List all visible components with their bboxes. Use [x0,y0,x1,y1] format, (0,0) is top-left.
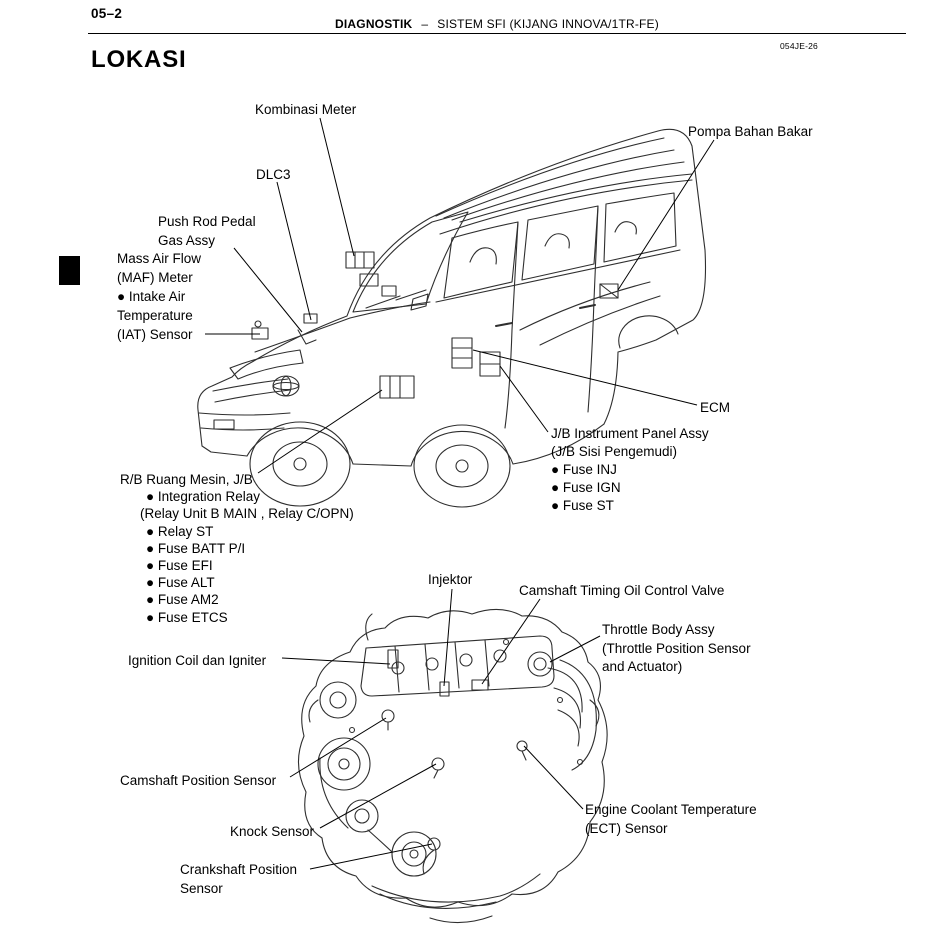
label-crankshaft-position-sensor [180,861,297,898]
label-line: Crankshaft Position [180,862,298,877]
label-kombinasi-meter: Kombinasi Meter [255,102,357,117]
label-line: ● Fuse ST [551,498,614,513]
label-line: ● Fuse INJ [551,462,617,477]
header-title: SISTEM SFI (KIJANG INNOVA/1TR-FE) [437,17,659,31]
label-line: J/B Instrument Panel Assy [551,426,709,441]
label-camshaft-position-sensor: Camshaft Position Sensor [120,773,277,788]
page-number: 05–2 [91,6,123,21]
header-section-label: DIAGNOSTIK [335,17,413,31]
label-throttle-body [602,621,751,677]
label-ect-sensor [585,801,757,838]
label-jb-instrument-panel [551,425,709,515]
label-line: ● Integration Relay [146,489,260,505]
label-line: ● Fuse AM2 [146,592,219,608]
label-line: (J/B Sisi Pengemudi) [551,444,678,459]
label-maf-iat [117,249,201,344]
label-line: ● Fuse BATT P/I [146,540,246,556]
label-line: ● Relay ST [146,523,214,539]
label-line: ● Fuse ETCS [146,609,228,625]
label-line: Temperature [117,308,193,323]
label-line: Sensor [180,880,223,896]
label-line: (Relay Unit B MAIN , Relay C/OPN) [140,506,354,522]
label-line: ● Fuse ALT [146,575,215,591]
header-separator: – [421,17,429,31]
label-line: (Throttle Position Sensor [602,640,751,656]
doc-code: 054JE-26 [780,41,818,51]
label-line: Throttle Body Assy [602,622,715,637]
label-knock-sensor: Knock Sensor [230,824,315,839]
label-dlc3: DLC3 [256,167,291,182]
page-title: LOKASI [91,46,187,73]
label-line: ● Fuse EFI [146,558,213,574]
label-rb-ruang-mesin [120,471,354,626]
label-line: Push Rod Pedal [158,214,256,229]
label-line: ● Fuse IGN [551,480,621,495]
label-line: and Actuator) [602,659,683,674]
label-line: (ECT) Sensor [585,820,668,836]
label-line: Gas Assy [158,233,216,248]
label-line: R/B Ruang Mesin, J/B [120,472,253,487]
label-line: (MAF) Meter [117,270,193,285]
label-push-rod-pedal [158,212,256,250]
label-ecm: ECM [700,400,730,415]
label-injektor: Injektor [428,572,473,587]
label-line: Engine Coolant Temperature [585,802,757,817]
label-line: ● Intake Air [117,289,186,304]
label-ignition-coil: Ignition Coil dan Igniter [128,653,267,668]
label-line: Mass Air Flow [117,251,202,266]
label-line: (IAT) Sensor [117,327,193,342]
label-pompa-bahan-bakar: Pompa Bahan Bakar [688,124,813,139]
label-camshaft-timing-ocv: Camshaft Timing Oil Control Valve [519,583,725,598]
